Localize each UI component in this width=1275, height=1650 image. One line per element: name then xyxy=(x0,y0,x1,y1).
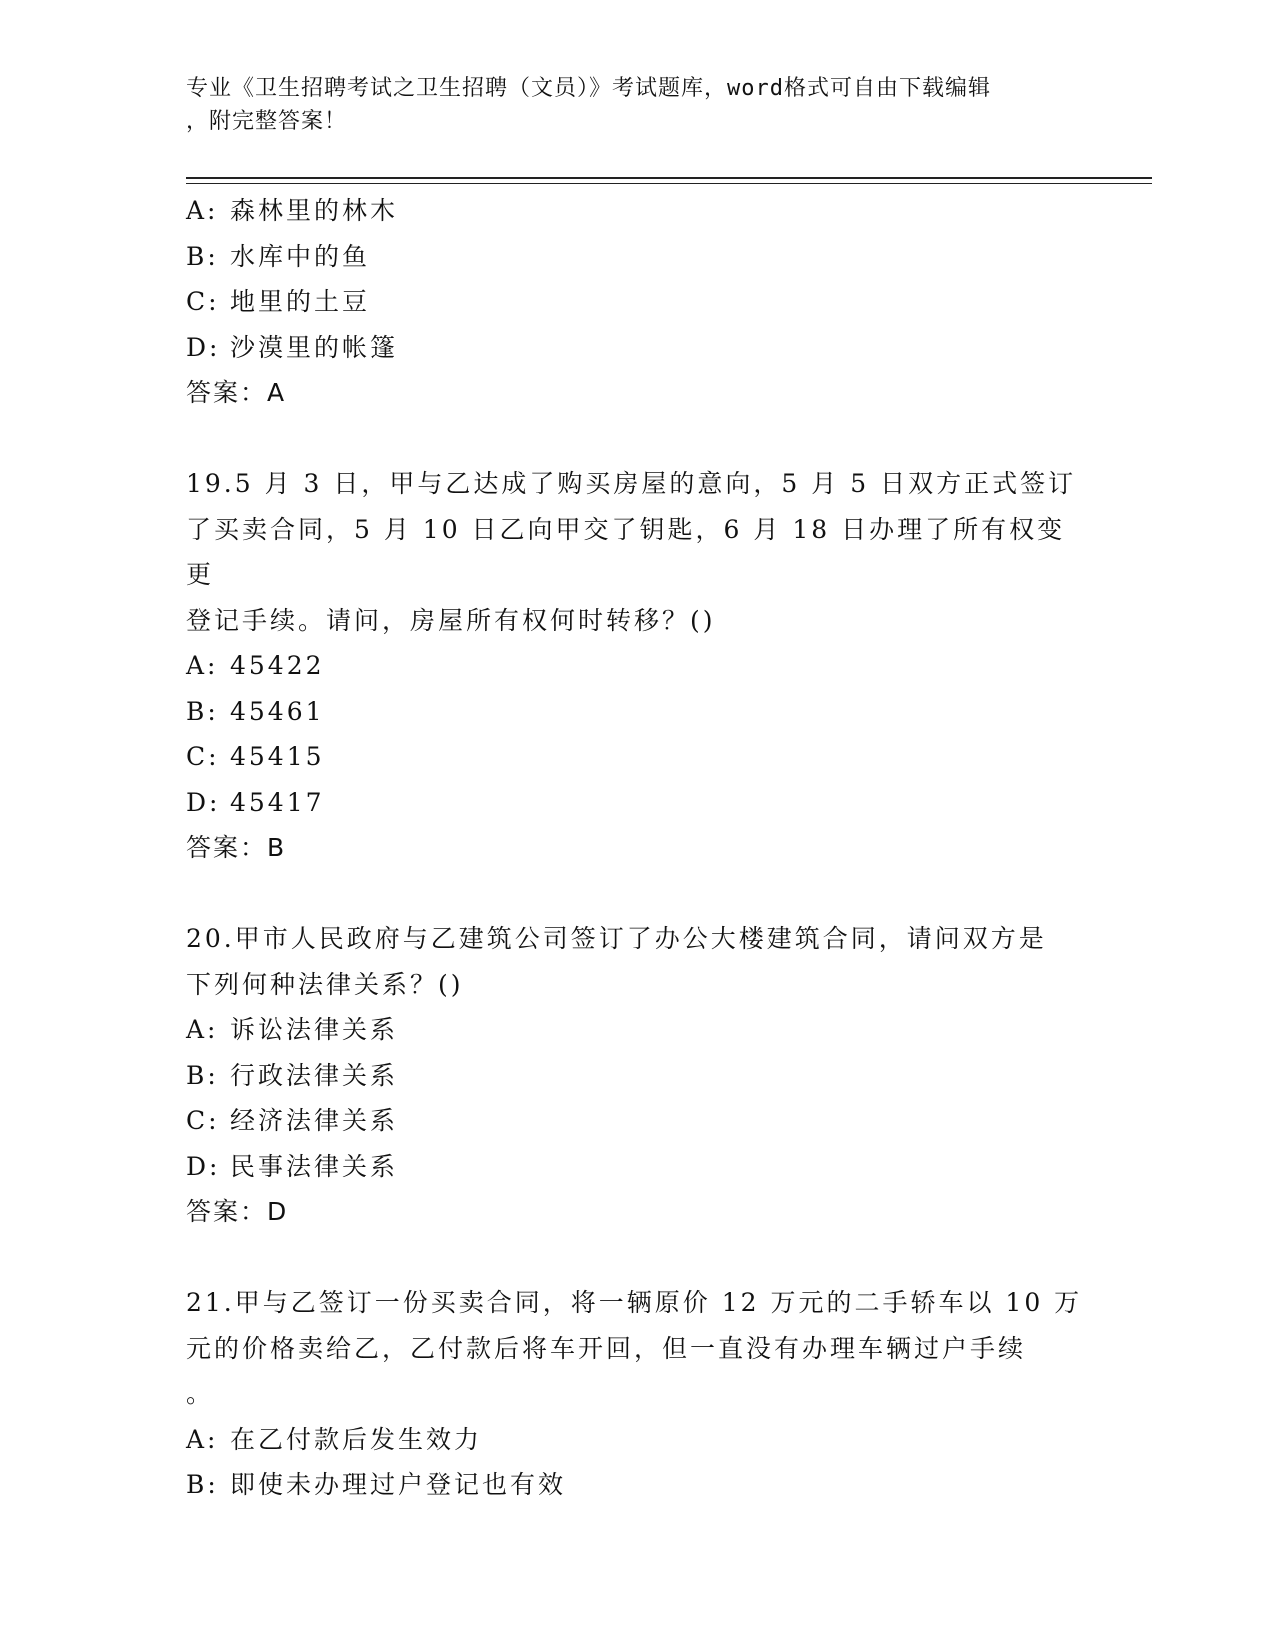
question-line: 19.5 月 3 日，甲与乙达成了购买房屋的意向，5 月 5 日双方正式签订 xyxy=(186,469,1077,498)
option-d xyxy=(186,780,1086,826)
option-text: 45417 xyxy=(230,787,325,817)
header-divider-thick xyxy=(186,177,1152,179)
answer-line: 答案：D xyxy=(186,1197,289,1226)
question-block-20 xyxy=(186,916,1086,1235)
question-block-19 xyxy=(186,461,1086,871)
option-text: 经济法律关系 xyxy=(230,1106,399,1135)
option-letter: A: xyxy=(186,1424,219,1454)
question-line: 下列何种法律关系？() xyxy=(186,969,464,999)
option-text: 在乙付款后发生效力 xyxy=(230,1424,483,1454)
option-b xyxy=(186,1053,1086,1099)
question-line: 21.甲与乙签订一份买卖合同，将一辆原价 12 万元的二手轿车以 10 万 xyxy=(186,1288,1083,1317)
option-text: 沙漠里的帐篷 xyxy=(230,332,399,362)
question-stem xyxy=(186,461,1086,643)
option-a xyxy=(186,188,1086,234)
option-letter: A: xyxy=(186,196,219,225)
option-text: 地里的土豆 xyxy=(230,287,371,316)
option-text: 45415 xyxy=(230,742,325,771)
spacer xyxy=(186,1235,1086,1281)
question-line: 。 xyxy=(186,1379,215,1408)
option-letter: D: xyxy=(186,332,221,362)
option-letter: B: xyxy=(186,1060,219,1090)
option-text: 水库中的鱼 xyxy=(230,241,371,271)
question-line: 登记手续。请问，房屋所有权何时转移？() xyxy=(186,605,716,635)
option-letter: D: xyxy=(186,1151,221,1181)
option-letter: C: xyxy=(186,1106,220,1135)
option-d xyxy=(186,325,1086,371)
document-header xyxy=(186,72,1066,138)
option-letter: A: xyxy=(186,1015,219,1044)
option-letter: A: xyxy=(186,651,219,680)
option-b xyxy=(186,234,1086,280)
option-d xyxy=(186,1144,1086,1190)
option-text: 诉讼法律关系 xyxy=(230,1015,399,1044)
option-c xyxy=(186,1098,1086,1144)
option-b xyxy=(186,1462,1086,1508)
option-text: 45461 xyxy=(230,696,325,726)
option-letter: D: xyxy=(186,787,221,817)
option-text: 即使未办理过户登记也有效 xyxy=(230,1470,567,1499)
question-block-21 xyxy=(186,1280,1086,1508)
option-letter: B: xyxy=(186,696,219,726)
option-c xyxy=(186,279,1086,325)
option-a xyxy=(186,643,1086,689)
option-letter: B: xyxy=(186,241,219,271)
header-divider-thin xyxy=(186,183,1152,184)
option-text: 民事法律关系 xyxy=(230,1151,399,1181)
question-stem xyxy=(186,916,1086,1007)
option-text: 45422 xyxy=(230,651,325,680)
option-a xyxy=(186,1417,1086,1463)
question-block-prev xyxy=(186,188,1086,416)
header-line-1: 专业《卫生招聘考试之卫生招聘（文员）》考试题库，word格式可自由下载编辑 xyxy=(186,76,991,101)
spacer xyxy=(186,871,1086,917)
answer-line: 答案：B xyxy=(186,833,287,862)
option-b xyxy=(186,689,1086,735)
option-c xyxy=(186,734,1086,780)
spacer xyxy=(186,416,1086,462)
option-letter: C: xyxy=(186,287,220,316)
option-a xyxy=(186,1007,1086,1053)
option-text: 行政法律关系 xyxy=(230,1060,399,1090)
question-line: 20.甲市人民政府与乙建筑公司签订了办公大楼建筑合同，请问双方是 xyxy=(186,924,1047,953)
option-text: 森林里的林木 xyxy=(230,196,399,225)
document-body xyxy=(186,188,1086,1508)
question-line: 了买卖合同，5 月 10 日乙向甲交了钥匙，6 月 18 日办理了所有权变更 xyxy=(186,514,1066,589)
answer-line: 答案：A xyxy=(186,378,287,407)
question-stem xyxy=(186,1280,1086,1417)
option-letter: C: xyxy=(186,742,220,771)
option-letter: B: xyxy=(186,1470,219,1499)
question-line: 元的价格卖给乙，乙付款后将车开回，但一直没有办理车辆过户手续 xyxy=(186,1333,1027,1363)
header-line-2: ，附完整答案！ xyxy=(186,109,348,134)
